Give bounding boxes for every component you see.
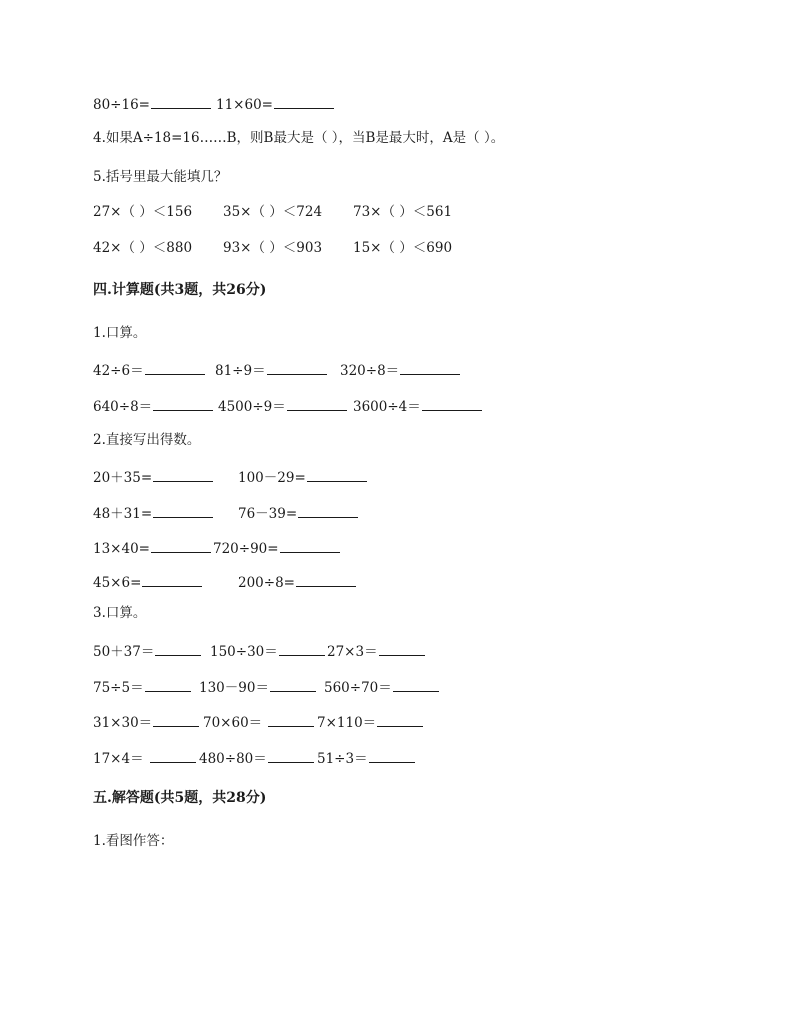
problem — [93, 677, 191, 697]
answer-blank — [400, 360, 460, 375]
problem-text: 80÷16= — [93, 97, 150, 113]
problem — [317, 748, 415, 768]
problem — [324, 677, 439, 697]
problem-text: 640÷8＝ — [93, 399, 153, 415]
problem — [238, 572, 356, 592]
problem-text: 13×40= — [93, 541, 150, 557]
answer-blank — [393, 677, 439, 692]
problem-text: 560÷70＝ — [324, 680, 392, 696]
problem — [93, 396, 213, 416]
problem-text: 200÷8= — [238, 575, 295, 591]
problem — [210, 641, 325, 661]
problem-text: 4500÷9＝ — [218, 399, 286, 415]
problem — [216, 94, 334, 114]
problem-text: 31×30＝ — [93, 715, 153, 731]
part-2-title: 2.直接写出得数。 — [93, 432, 201, 448]
answer-blank — [153, 467, 213, 482]
problem — [93, 360, 205, 380]
answer-blank — [142, 572, 202, 587]
answer-blank — [377, 712, 423, 727]
problem — [199, 677, 316, 697]
answer-blank — [369, 748, 415, 763]
problem-text: 50＋37＝ — [93, 644, 155, 660]
problem — [93, 94, 211, 114]
answer-blank — [379, 641, 425, 656]
question-4: 4.如果A÷18=16……B，则B最大是（ ），当B是最大时，A是（ ）。 — [93, 130, 505, 146]
answer-blank — [279, 641, 325, 656]
inequality: 27×（ ）＜156 — [93, 204, 193, 220]
problem — [218, 396, 347, 416]
problem-text: 20＋35= — [93, 470, 153, 486]
problem-text: 100－29= — [238, 470, 306, 486]
answer-blank — [268, 748, 314, 763]
problem-text: 70×60＝ — [203, 715, 263, 731]
problem-text: 11×60= — [216, 97, 273, 113]
problem-text: 76－39= — [238, 506, 298, 522]
problem-text: 130－90＝ — [199, 680, 269, 696]
problem — [317, 712, 423, 732]
problem — [213, 538, 340, 558]
answer-blank — [287, 396, 347, 411]
problem-text: 480÷80＝ — [199, 751, 267, 767]
answer-blank — [145, 360, 205, 375]
answer-blank — [274, 94, 334, 109]
inequality: 42×（ ）＜880 — [93, 240, 193, 256]
answer-blank — [296, 572, 356, 587]
answer-blank — [280, 538, 340, 553]
problem — [93, 538, 211, 558]
problem-text: 48＋31= — [93, 506, 153, 522]
problem — [93, 467, 213, 487]
answer-blank — [150, 748, 196, 763]
part-1-title: 1.看图作答： — [93, 833, 174, 849]
problem-text: 81÷9＝ — [215, 363, 266, 379]
problem — [199, 748, 314, 768]
problem — [215, 360, 327, 380]
question-5-title: 5.括号里最大能填几？ — [93, 169, 228, 185]
problem — [93, 641, 201, 661]
problem-text: 27×3＝ — [327, 644, 378, 660]
problem-text: 320÷8＝ — [340, 363, 400, 379]
problem — [353, 396, 482, 416]
problem — [238, 503, 358, 523]
problem-text: 45×6= — [93, 575, 142, 591]
section-5-heading: 五.解答题(共5题，共28分) — [93, 790, 267, 806]
answer-blank — [153, 503, 213, 518]
problem-text: 150÷30＝ — [210, 644, 278, 660]
part-1-title: 1.口算。 — [93, 325, 147, 341]
problem-text: 7×110＝ — [317, 715, 377, 731]
part-3-title: 3.口算。 — [93, 605, 147, 621]
answer-blank — [153, 396, 213, 411]
problem-text: 17×4＝ — [93, 751, 144, 767]
answer-blank — [267, 360, 327, 375]
problem-text: 51÷3＝ — [317, 751, 368, 767]
problem-text: 75÷5＝ — [93, 680, 144, 696]
answer-blank — [268, 712, 314, 727]
problem — [203, 712, 314, 732]
answer-blank — [422, 396, 482, 411]
problem — [340, 360, 460, 380]
problem-text: 720÷90= — [213, 541, 279, 557]
answer-blank — [153, 712, 199, 727]
inequality: 35×（ ）＜724 — [223, 204, 323, 220]
answer-blank — [155, 641, 201, 656]
problem-text: 3600÷4＝ — [353, 399, 421, 415]
problem-text: 42÷6＝ — [93, 363, 144, 379]
problem — [93, 712, 199, 732]
answer-blank — [145, 677, 191, 692]
inequality: 15×（ ）＜690 — [353, 240, 453, 256]
problem — [238, 467, 367, 487]
answer-blank — [307, 467, 367, 482]
problem — [93, 503, 213, 523]
answer-blank — [151, 94, 211, 109]
answer-blank — [298, 503, 358, 518]
problem — [93, 748, 196, 768]
answer-blank — [151, 538, 211, 553]
answer-blank — [270, 677, 316, 692]
section-4-heading: 四.计算题(共3题，共26分) — [93, 282, 267, 298]
problem — [93, 572, 202, 592]
inequality: 93×（ ）＜903 — [223, 240, 323, 256]
problem — [327, 641, 425, 661]
inequality: 73×（ ）＜561 — [353, 204, 453, 220]
